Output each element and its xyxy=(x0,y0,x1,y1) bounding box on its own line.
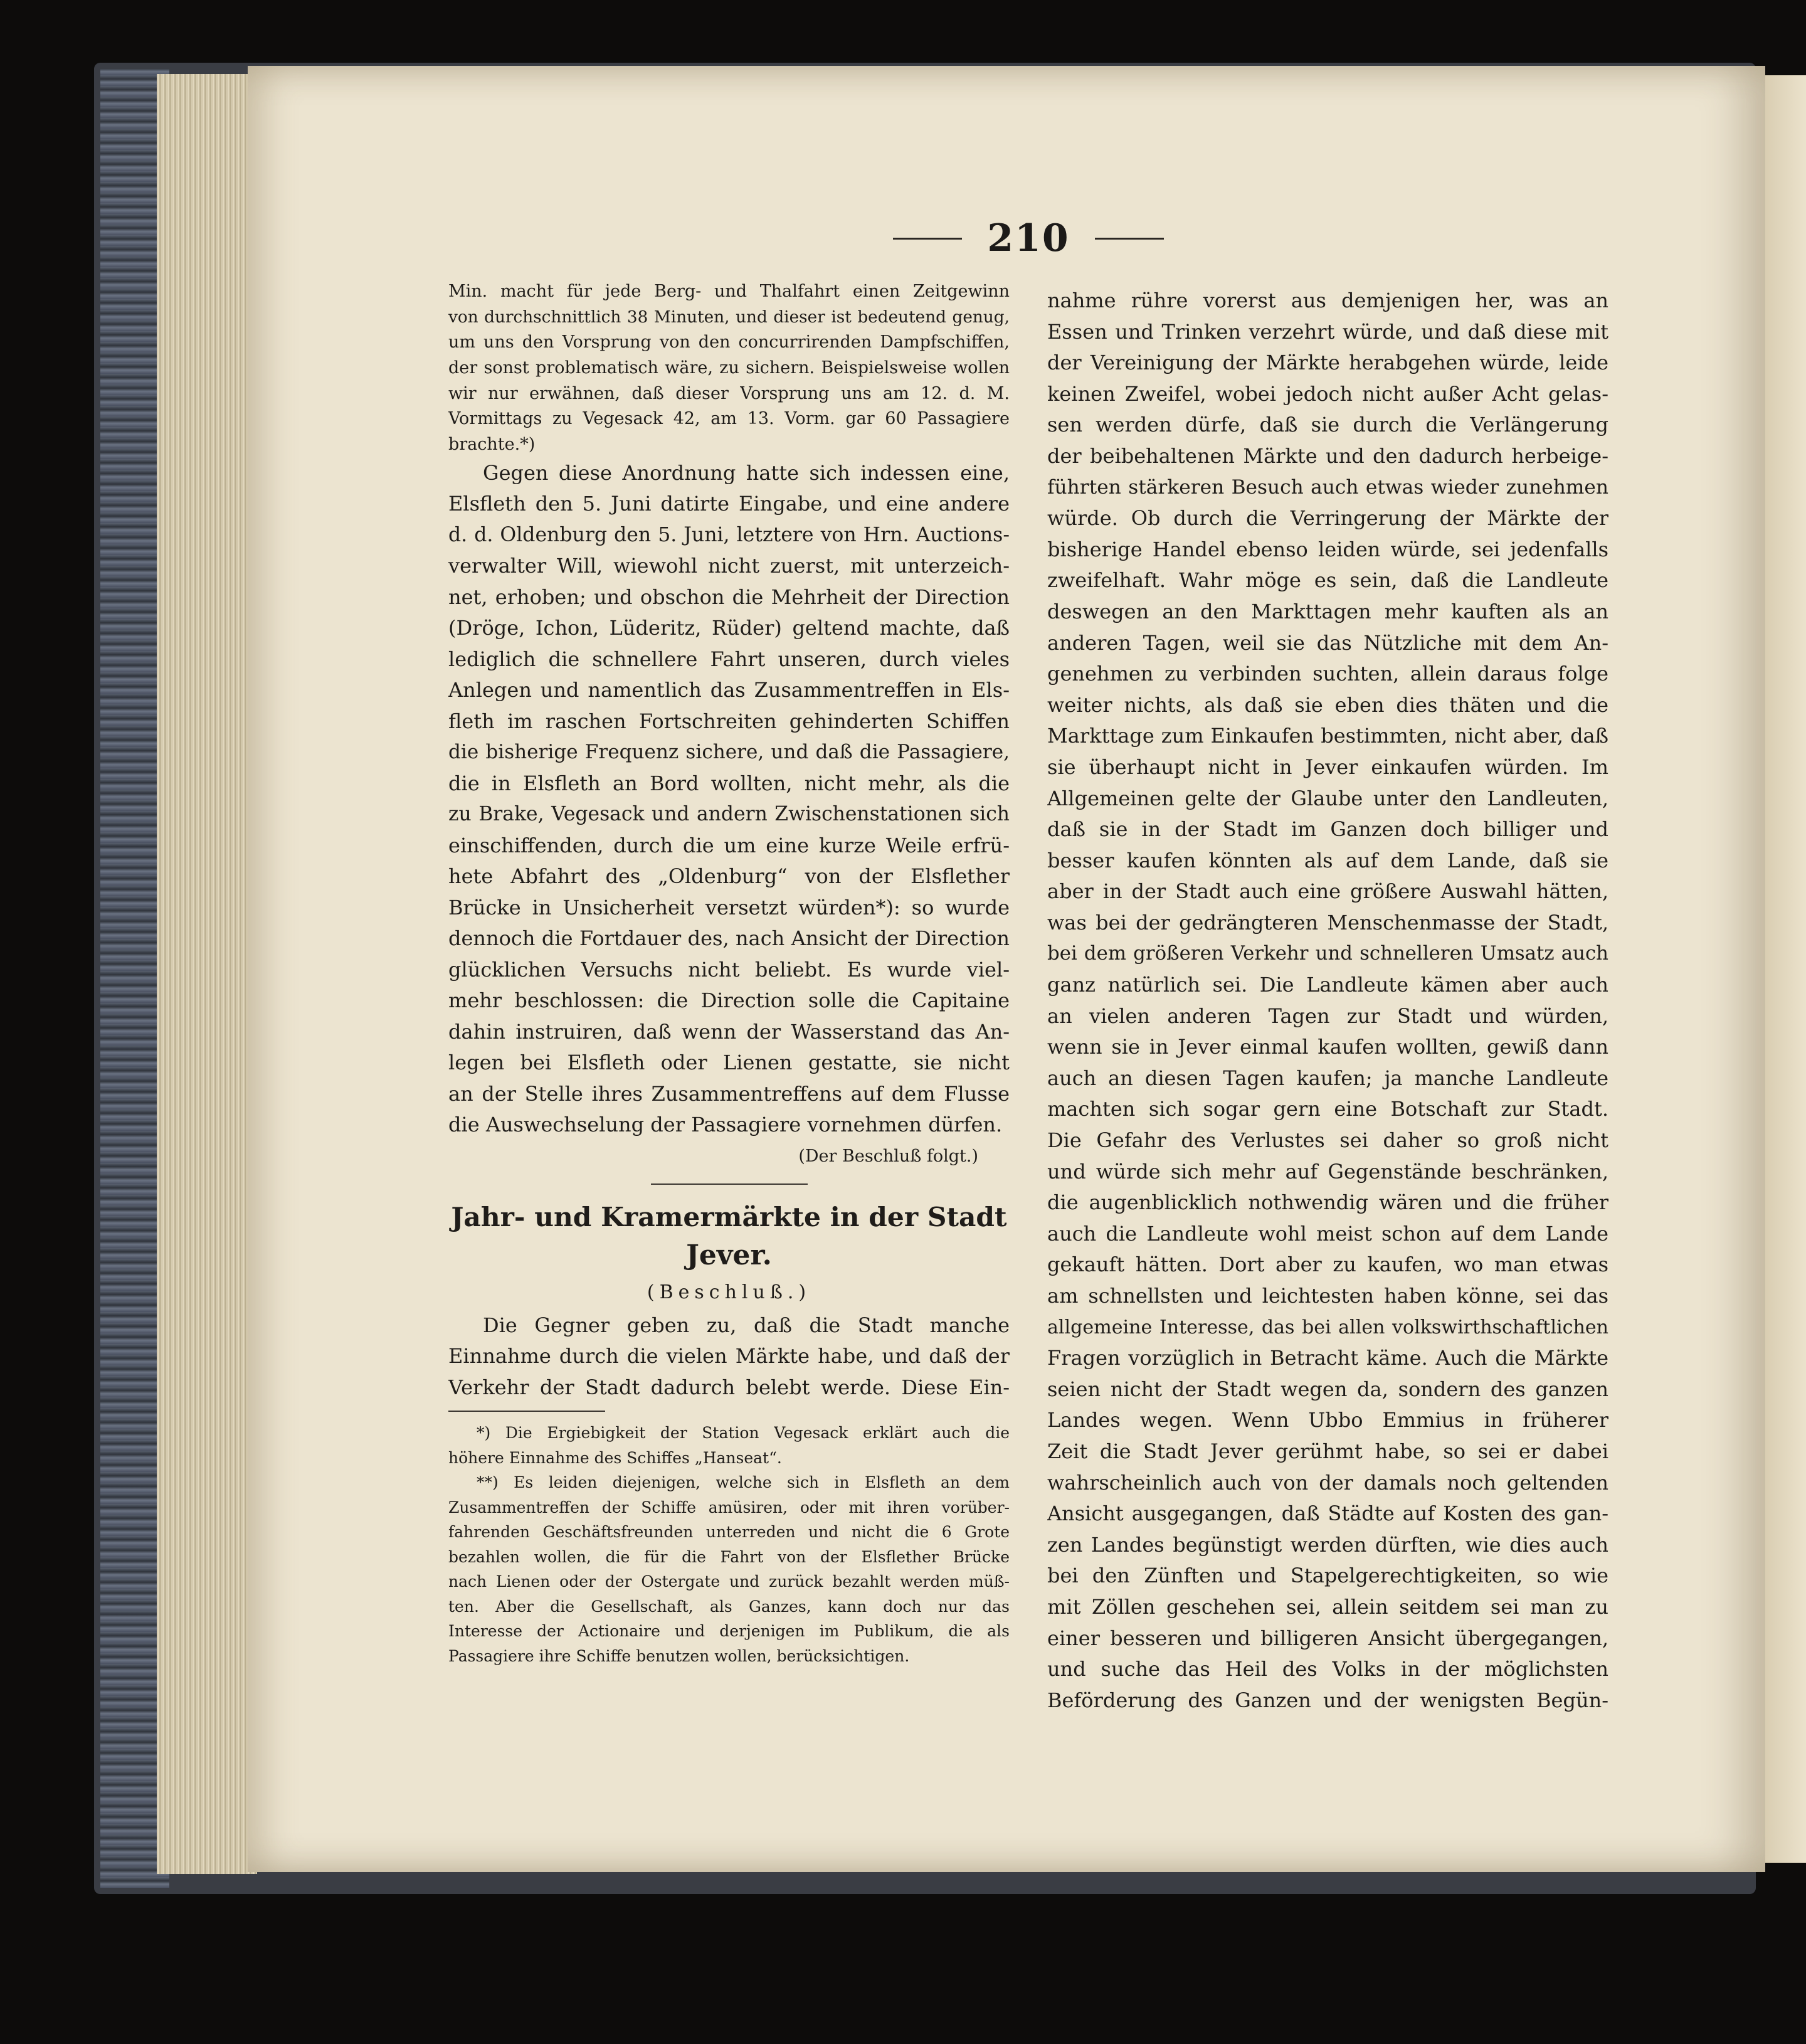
footnote-line: ten. Aber die Gesellschaft, als Ganzes, kann doch nur das xyxy=(448,1597,1010,1616)
text-line: Gegen diese Anordnung hatte sich indessen eine, xyxy=(483,460,1010,485)
text-line: deswegen an den Markttagen mehr kauften als an xyxy=(1047,599,1608,623)
text-line: net, erhoben; und obschon die Mehrheit der Direction xyxy=(448,585,1010,609)
header-rule-right xyxy=(1095,238,1164,240)
text-line: Beförderung des Ganzen und der wenigsten Begün- xyxy=(1047,1688,1608,1712)
text-line: zen Landes begünstigt werden dürften, wie dies auch xyxy=(1047,1532,1608,1557)
text-line: von durchschnittlich 38 Minuten, und dieser ist bedeutend genug, xyxy=(448,307,1010,327)
footnote-line: Passagiere ihre Schiffe benutzen wollen, berücksichtigen. xyxy=(448,1646,910,1665)
text-line: Die Gegner geben zu, daß die Stadt manche xyxy=(483,1313,1010,1337)
text-line: Zeit die Stadt Jever gerühmt habe, so sei er dabei xyxy=(1047,1439,1608,1463)
footnote-line: Zusammentreffen der Schiffe amüsiren, oder mit ihren vorüber- xyxy=(448,1498,1010,1517)
text-line: Allgemeinen gelte der Glaube unter den Landleuten, xyxy=(1047,786,1608,810)
text-line: bei dem größeren Verkehr und schnelleren Umsatz auch xyxy=(1047,942,1608,965)
heading-line: Jever. xyxy=(686,1239,772,1271)
text-line: am schnellsten und leichtesten haben könne, sei das xyxy=(1047,1284,1608,1308)
section-heading xyxy=(448,1197,1010,1275)
to-be-continued-note: (Der Beschluß folgt.) xyxy=(798,1146,978,1166)
text-line: an der Stelle ihres Zusammentreffens auf dem Flusse xyxy=(448,1081,1010,1106)
text-line: dennoch die Fortdauer des, nach Ansicht der Direction xyxy=(448,926,1010,951)
footnotes xyxy=(448,1421,1010,1668)
text-line: und würde sich mehr auf Gegenstände beschränken, xyxy=(1047,1159,1608,1184)
text-line: aber in der Stadt auch eine größere Auswahl hätten, xyxy=(1047,879,1608,904)
text-line: die in Elsfleth an Bord wollten, nicht mehr, als die xyxy=(448,771,1010,795)
text-line: führten stärkeren Besuch auch etwas wieder zunehmen xyxy=(1047,475,1608,499)
text-line: Elsfleth den 5. Juni datirte Eingabe, und eine andere xyxy=(448,492,1010,516)
text-line: keinen Zweifel, wobei jedoch nicht außer Acht gelas- xyxy=(1047,381,1608,406)
facing-page-edge xyxy=(1762,75,1806,1863)
text-line: Einnahme durch die vielen Märkte habe, und daß der xyxy=(448,1344,1010,1369)
footnote-divider xyxy=(448,1411,605,1412)
text-line: der sonst problematisch wäre, zu sichern. Beispielsweise wollen xyxy=(448,358,1010,378)
text-line: der Vereinigung der Märkte herabgehen würde, leide xyxy=(1047,351,1608,375)
text-line: daß sie in der Stadt im Ganzen doch billiger und xyxy=(1047,817,1608,842)
footnote-line: bezahlen wollen, die für die Fahrt von der Elsflether Brücke xyxy=(448,1547,1010,1566)
footnote-line: *) Die Ergiebigkeit der Station Vegesack erklärt auch die xyxy=(477,1424,1010,1443)
header-rule-left xyxy=(893,238,962,240)
text-line: dahin instruiren, daß wenn der Wasserstand das An- xyxy=(448,1019,1010,1044)
text-line: sen werden dürfe, daß sie durch die Verlängerung xyxy=(1047,413,1608,437)
text-line: brachte.*) xyxy=(448,435,536,455)
body-paragraph xyxy=(448,458,1010,1141)
text-line: auch die Landleute wohl meist schon auf dem Lande xyxy=(1047,1221,1608,1246)
text-line: und suche das Heil des Volks in der möglichsten xyxy=(1047,1657,1608,1681)
text-line: verwalter Will, wiewohl nicht zuerst, mit unterzeich- xyxy=(448,554,1010,578)
page-number: 210 xyxy=(987,216,1070,260)
footnote-line: nach Lienen oder der Ostergate und zurück bezahlt werden müß- xyxy=(448,1572,1010,1591)
heading-line: Jahr- und Kramermärkte in der Stadt xyxy=(451,1200,1007,1232)
text-line: der beibehaltenen Märkte und den dadurch herbeige- xyxy=(1047,443,1608,468)
text-line: zu Brake, Vegesack und andern Zwischenstationen sich xyxy=(448,803,1010,826)
text-line: allgemeine Interesse, das bei allen volkswirthschaftlichen xyxy=(1047,1316,1608,1338)
text-line: sie überhaupt nicht in Jever einkaufen würden. Im xyxy=(1047,755,1608,779)
text-line: Landes wegen. Wenn Ubbo Emmius in früherer xyxy=(1047,1408,1608,1432)
text-line: legen bei Elsfleth oder Lienen gestatte, sie nicht xyxy=(448,1051,1010,1075)
page-edges xyxy=(157,74,257,1874)
text-line: (Dröge, Ichon, Lüderitz, Rüder) geltend machte, daß xyxy=(448,616,1010,640)
text-line: glücklichen Versuchs nicht beliebt. Es wurde viel- xyxy=(448,957,1010,982)
text-line: d. d. Oldenburg den 5. Juni, letztere von Hrn. Auctions- xyxy=(448,523,1010,546)
left-column xyxy=(448,279,1010,1668)
text-line: auch an diesen Tagen kaufen; ja manche Landleute xyxy=(1047,1066,1608,1090)
text-line: Vormittags zu Vegesack 42, am 13. Vorm. gar 60 Passagiere xyxy=(448,409,1010,429)
text-line: Verkehr der Stadt dadurch belebt werde. Diese Ein- xyxy=(448,1375,1010,1399)
text-line: nahme rühre vorerst aus demjenigen her, was an xyxy=(1047,289,1608,312)
section-divider xyxy=(651,1184,808,1185)
text-line: Essen und Trinken verzehrt würde, und daß diese mit xyxy=(1047,319,1608,344)
right-column xyxy=(1047,285,1608,1747)
text-line: lediglich die schnellere Fahrt unseren, durch vieles xyxy=(448,647,1010,671)
text-line: die augenblicklich nothwendig wären und die früher xyxy=(1047,1190,1608,1215)
section-subtitle: (Beschluß.) xyxy=(647,1281,811,1303)
text-line: würde. Ob durch die Verringerung der Märkte der xyxy=(1047,506,1608,531)
text-line: wir nur erwähnen, daß dieser Vorsprung uns am 12. d. M. xyxy=(448,383,1010,403)
footnote-line: höhere Einnahme des Schiffes „Hanseat“. xyxy=(448,1448,782,1467)
text-line: zweifelhaft. Wahr möge es sein, daß die Landleute xyxy=(1047,568,1608,593)
text-line: um uns den Vorsprung von den concurrirenden Dampfschiffen, xyxy=(448,332,1010,352)
text-line: machten sich sogar gern eine Botschaft zur Stadt. xyxy=(1047,1097,1608,1121)
text-line: bei den Zünften und Stapelgerechtigkeiten, so wie xyxy=(1047,1564,1608,1588)
text-line: bisherige Handel ebenso leiden würde, sei jedenfalls xyxy=(1047,537,1608,561)
text-line: einer besseren und billigeren Ansicht übergegangen, xyxy=(1047,1626,1608,1650)
text-line: wenn sie in Jever einmal kaufen wollten, gewiß dann xyxy=(1047,1035,1608,1059)
text-line: fleth im raschen Fortschreiten gehinderten Schiffen xyxy=(448,709,1010,733)
page-header xyxy=(859,216,1198,260)
text-line: Ansicht ausgegangen, daß Städte auf Kosten des gan- xyxy=(1047,1501,1608,1526)
text-line: gekauft hätten. Dort aber zu kaufen, wo man etwas xyxy=(1047,1252,1608,1277)
text-line: genehmen zu verbinden suchten, allein daraus folge xyxy=(1047,662,1608,686)
footnote-line: fahrenden Geschäftsfreunden unterreden und nicht die 6 Grote xyxy=(448,1523,1010,1542)
intro-paragraph xyxy=(448,279,1010,458)
text-line: mehr beschlossen: die Direction solle die Capitaine xyxy=(448,988,1010,1013)
text-line: seien nicht der Stadt wegen da, sondern des ganzen xyxy=(1047,1377,1608,1401)
text-line xyxy=(1047,1716,1608,1747)
text-line: Min. macht für jede Berg- und Thalfahrt einen Zeitgewinn xyxy=(448,282,1010,301)
text-line: Fragen vorzüglich in Betracht käme. Auch die Märkte xyxy=(1047,1346,1608,1370)
text-line: Anlegen und namentlich das Zusammentreffen in Els- xyxy=(448,678,1010,702)
footnote-line: Interesse der Actionaire und derjenigen im Publikum, die als xyxy=(448,1622,1010,1641)
text-line: besser kaufen könnten als auf dem Lande, daß sie xyxy=(1047,848,1608,872)
text-line: die bisherige Frequenz sichere, und daß die Passagiere, xyxy=(448,741,1010,764)
text-line: ganz natürlich sei. Die Landleute kämen aber auch xyxy=(1047,973,1608,997)
section-paragraph xyxy=(448,1310,1010,1404)
text-line: Markttage zum Einkaufen bestimmten, nicht aber, daß xyxy=(1047,724,1608,748)
text-line: anderen Tagen, weil sie das Nützliche mit dem An- xyxy=(1047,630,1608,655)
text-line: hete Abfahrt des „Oldenburg“ von der Elsflether xyxy=(448,864,1010,889)
text-line: was bei der gedrängteren Menschenmasse der Stadt, xyxy=(1047,910,1608,935)
text-line: die Auswechselung der Passagiere vornehmen dürfen. xyxy=(448,1113,1003,1137)
text-line: einschiffenden, durch die um eine kurze Weile erfrü- xyxy=(448,833,1010,857)
text-line: weiter nichts, als daß sie eben dies thäten und die xyxy=(1047,692,1608,717)
text-line: Brücke in Unsicherheit versetzt würden*): so wurde xyxy=(448,895,1010,919)
text-line: wahrscheinlich auch von der damals noch geltenden xyxy=(1047,1470,1608,1495)
text-line: Die Gefahr des Verlustes sei daher so groß nicht xyxy=(1047,1128,1608,1153)
footnote-line: **) Es leiden diejenigen, welche sich in Elsfleth an dem xyxy=(477,1473,1010,1492)
text-line: mit Zöllen geschehen sei, allein seitdem sei man zu xyxy=(1047,1594,1608,1619)
text-line: an vielen anderen Tagen zur Stadt und würden, xyxy=(1047,1003,1608,1028)
